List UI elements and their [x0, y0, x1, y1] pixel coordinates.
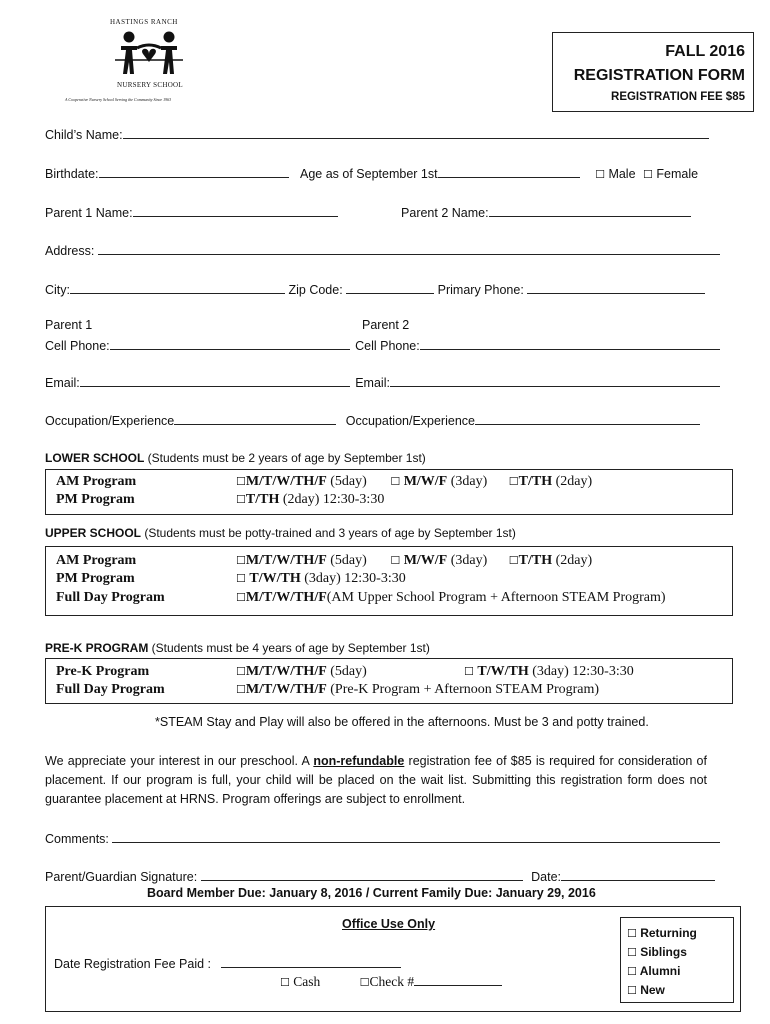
lower-am-label: AM Program [56, 474, 137, 489]
city-row [45, 281, 705, 297]
lower-am-2day-checkbox[interactable]: ☐ [508, 475, 519, 488]
upper-school-heading [45, 526, 516, 540]
new-row [627, 981, 697, 1000]
header-title: REGISTRATION FORM [573, 67, 745, 84]
primary-phone-label: Primary Phone: [437, 283, 524, 297]
info-paragraph [45, 752, 707, 809]
upper-am-3day-checkbox[interactable]: ☐ [390, 554, 401, 567]
lower-am-2day-days: T/TH [518, 474, 553, 489]
lower-am-5day-label: (5day) [326, 474, 367, 489]
comments-row [45, 830, 720, 846]
upper-am-2day-label: (2day) [552, 553, 593, 568]
prek-full-day-days: M/T/W/TH/F [245, 682, 327, 697]
upper-am-2day-checkbox[interactable]: ☐ [508, 554, 519, 567]
parent1-name-label: Parent 1 Name: [45, 206, 133, 220]
primary-phone-field[interactable] [527, 281, 705, 294]
upper-school-title: UPPER SCHOOL [45, 526, 142, 540]
status-box [620, 917, 734, 1003]
zip-label: Zip Code: [288, 283, 343, 297]
lower-school-note: (Students must be 2 years of age by September 1st) [144, 451, 426, 465]
email-row [45, 374, 720, 390]
signature-row [45, 868, 715, 884]
prek-full-day-label: (Pre-K Program + Afternoon STEAM Program) [326, 682, 600, 697]
birthdate-label: Birthdate: [45, 167, 99, 181]
fee-paid-row [54, 955, 401, 971]
parent2-cell-field[interactable] [420, 337, 720, 350]
city-label: City: [45, 283, 70, 297]
upper-full-label: Full Day Program [56, 590, 165, 605]
occupation-row [45, 412, 700, 428]
birthdate-field[interactable] [99, 165, 289, 178]
signature-label: Parent/Guardian Signature: [45, 870, 198, 884]
upper-pm-3day-days: T/W/TH [249, 571, 301, 586]
lower-am-3day-days: M/W/F [403, 474, 448, 489]
returning-checkbox[interactable]: ☐ [627, 927, 637, 940]
school-logo [65, 18, 245, 108]
upper-school-note: (Students must be potty-trained and 3 years of age by September 1st) [141, 526, 516, 540]
parent2-cell-label: Cell Phone: [355, 339, 420, 353]
upper-am-5day-label: (5day) [326, 553, 367, 568]
parent2-email-label: Email: [355, 376, 390, 390]
parent2-label: Parent 2 [362, 318, 410, 332]
parent1-name-field[interactable] [133, 204, 338, 217]
zip-field[interactable] [346, 281, 434, 294]
header-season: FALL 2016 [665, 43, 745, 60]
logo-bottom-text: NURSERY SCHOOL [117, 81, 183, 89]
upper-full-day-checkbox[interactable]: ☐ [236, 591, 246, 604]
non-refundable-text: non-refundable [313, 754, 405, 768]
prek-5day-days: M/T/W/TH/F [245, 664, 327, 679]
upper-pm-3day-label: (3day) 12:30-3:30 [300, 571, 406, 586]
upper-am-5day-checkbox[interactable]: ☐ [236, 554, 246, 567]
check-number-field[interactable] [414, 973, 502, 986]
parent1-email-label: Email: [45, 376, 80, 390]
lower-pm-label: PM Program [56, 492, 135, 507]
cell-phone-row [45, 337, 720, 353]
steam-note: *STEAM Stay and Play will also be offered in the afternoons. Must be 3 and potty trained. [155, 715, 649, 729]
prek-title: PRE-K PROGRAM [45, 641, 149, 655]
lower-school-box [45, 469, 733, 515]
fee-paid-label: Date Registration Fee Paid : [54, 957, 212, 971]
parent1-cell-label: Cell Phone: [45, 339, 110, 353]
lower-school-title: LOWER SCHOOL [45, 451, 145, 465]
alumni-checkbox[interactable]: ☐ [627, 965, 637, 978]
check-checkbox[interactable]: ☐ [359, 976, 370, 989]
logo-tagline: A Cooperative Nursery School Serving the Community Since 1963 [65, 97, 172, 102]
prek-3day-checkbox[interactable]: ☐ [464, 665, 474, 678]
lower-am-2day-label: (2day) [552, 474, 593, 489]
lower-pm-2day-label: (2day) 12:30-3:30 [279, 492, 385, 507]
parent2-email-field[interactable] [390, 374, 720, 387]
prek-box [45, 658, 733, 704]
parent1-email-field[interactable] [80, 374, 350, 387]
prek-heading [45, 641, 430, 655]
parent1-cell-field[interactable] [110, 337, 350, 350]
paragraph-part1: We appreciate your interest in our preschool. A [45, 754, 314, 768]
prek-full-day-checkbox[interactable]: ☐ [236, 683, 246, 696]
siblings-row [627, 943, 697, 962]
returning-label: Returning [640, 926, 697, 940]
payment-method-row [280, 973, 502, 990]
parent2-occupation-field[interactable] [475, 412, 700, 425]
female-label: Female [656, 167, 699, 181]
children-logo-icon [115, 30, 195, 78]
new-checkbox[interactable]: ☐ [627, 984, 637, 997]
prek-full-label: Full Day Program [56, 682, 165, 697]
paragraph-part2: registration fee of $85 is required for consideration of placement. If our program is full, your child will be placed on the wait list. Submitting this registration form does not guarantee placement at HRNS. Program offerings are subject to enrollment. [45, 754, 707, 806]
header-fee: REGISTRATION FEE $85 [611, 91, 745, 103]
child-name-row [45, 126, 709, 142]
prek-note: (Students must be 4 years of age by September 1st) [148, 641, 430, 655]
siblings-label: Siblings [640, 945, 687, 959]
lower-pm-2day-days: T/TH [245, 492, 280, 507]
child-name-field[interactable] [123, 126, 709, 139]
signature-field[interactable] [201, 868, 523, 881]
check-label: Check # [369, 974, 415, 989]
upper-am-label: AM Program [56, 553, 137, 568]
male-checkbox[interactable]: ☐ [595, 168, 605, 181]
upper-am-3day-label: (3day) [447, 553, 488, 568]
parent1-occupation-field[interactable] [174, 412, 336, 425]
child-name-label: Child’s Name: [45, 128, 123, 142]
lower-am-3day-label: (3day) [447, 474, 488, 489]
alumni-row [627, 962, 697, 981]
address-label: Address: [45, 244, 95, 258]
office-use-title: Office Use Only [342, 917, 436, 931]
logo-top-text: HASTINGS RANCH [110, 18, 178, 26]
upper-full-day-days: M/T/W/TH/F [245, 590, 327, 605]
alumni-label: Alumni [639, 964, 681, 978]
upper-pm-3day-checkbox[interactable]: ☐ [236, 572, 246, 585]
upper-full-day-label: (AM Upper School Program + Afternoon STEAM Program) [326, 590, 666, 605]
parent2-name-label: Parent 2 Name: [401, 206, 489, 220]
parent2-name-field[interactable] [489, 204, 691, 217]
comments-label: Comments: [45, 832, 109, 846]
lower-pm-2day-checkbox[interactable]: ☐ [236, 493, 246, 506]
prek-3day-label: (3day) 12:30-3:30 [528, 664, 634, 679]
cash-checkbox[interactable]: ☐ [280, 976, 290, 989]
address-field[interactable] [98, 242, 720, 255]
lower-am-3day-checkbox[interactable]: ☐ [390, 475, 401, 488]
lower-school-heading [45, 451, 426, 465]
parent2-occupation-label: Occupation/Experience [345, 414, 475, 428]
male-label: Male [608, 167, 636, 181]
lower-am-5day-days: M/T/W/TH/F [245, 474, 327, 489]
birthdate-row [45, 165, 698, 181]
date-label: Date: [531, 870, 562, 884]
due-dates: Board Member Due: January 8, 2016 / Current Family Due: January 29, 2016 [147, 886, 596, 900]
siblings-checkbox[interactable]: ☐ [627, 946, 637, 959]
city-field[interactable] [70, 281, 285, 294]
parent1-occupation-label: Occupation/Experience [45, 414, 175, 428]
date-field[interactable] [561, 868, 715, 881]
upper-am-2day-days: T/TH [518, 553, 553, 568]
registration-header-box [552, 32, 754, 112]
office-use-box [45, 906, 741, 1012]
cash-label: Cash [293, 974, 321, 989]
returning-row [627, 924, 697, 943]
age-label: Age as of September 1st [300, 167, 438, 181]
upper-pm-label: PM Program [56, 571, 135, 586]
prek-5day-checkbox[interactable]: ☐ [236, 665, 246, 678]
parent1-label: Parent 1 [45, 318, 93, 332]
lower-am-5day-checkbox[interactable]: ☐ [236, 475, 246, 488]
prek-program-label: Pre-K Program [56, 664, 150, 679]
parent-names-row [45, 204, 691, 220]
prek-3day-days: T/W/TH [477, 664, 529, 679]
comments-field[interactable] [112, 830, 720, 843]
upper-am-5day-days: M/T/W/TH/F [245, 553, 327, 568]
upper-am-3day-days: M/W/F [403, 553, 448, 568]
address-row [45, 242, 720, 258]
new-label: New [640, 983, 665, 997]
female-checkbox[interactable]: ☐ [643, 168, 653, 181]
upper-school-box [45, 546, 733, 616]
fee-paid-date-field[interactable] [221, 955, 401, 968]
age-field[interactable] [438, 165, 580, 178]
prek-5day-label: (5day) [326, 664, 367, 679]
